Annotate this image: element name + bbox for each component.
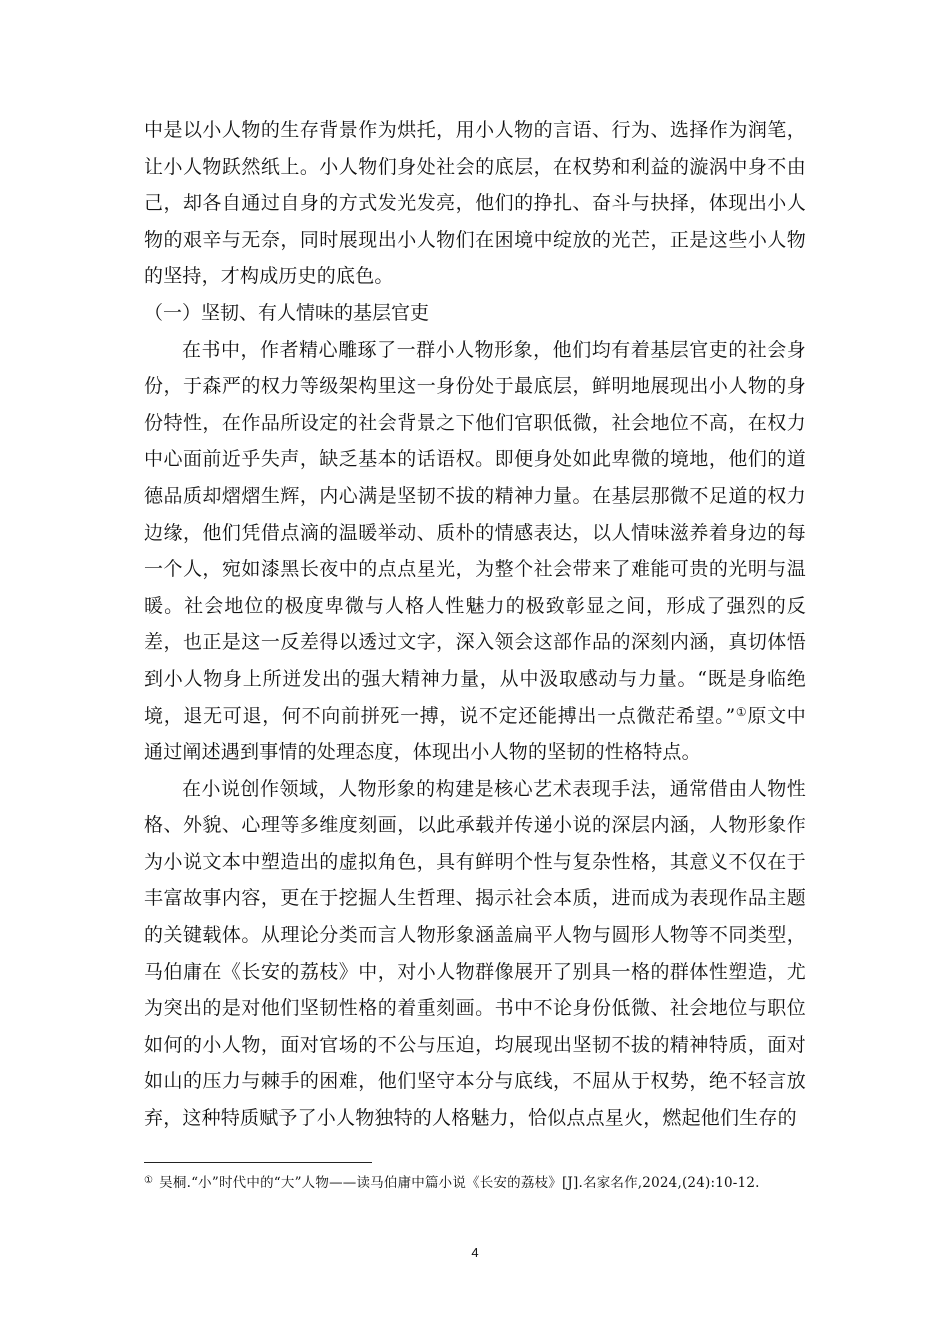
footnote-reference[interactable]: ① xyxy=(735,704,748,719)
paragraph-1: 中是以小人物的生存背景作为烘托，用小人物的言语、行为、选择作为润笔，让小人物跃然纸上。小人物们身处社会的底层，在权势和利益的漩涡中身不由己，却各自通过自身的方式发光发亮，他们的挣扎、奋斗与抉择，体现出小人物的艰辛与无奈，同时展现出小人物们在困境中绽放的光芒，正是这些小人物的坚持，才构成历史的底色。 xyxy=(144,119,806,288)
footnote-divider xyxy=(144,1162,372,1163)
section-heading: （一）坚韧、有人情味的基层官吏 xyxy=(144,301,430,324)
paragraph-2-tail: 原文中通过阐述遇到事情的处理态度，体现出小人物的坚韧的性格特点。 xyxy=(144,704,806,764)
paragraph-2-main: 在书中，作者精心雕琢了一群小人物形象，他们均有着基层官吏的社会身份，于森严的权力等级架构里这一身份处于最底层，鲜明地展现出小人物的身份特性，在作品所设定的社会背景之下他们官职低微，社会地位不高，在权力中心面前近乎失声，缺乏基本的话语权。即便身处如此卑微的境地，他们的道德品质却熠熠生辉，内心满是坚韧不拔的精神力量。在基层那微不足道的权力边缘，他们凭借点滴的温暖举动、质朴的情感表达，以人情味滋养着身边的每一个人，宛如漆黑长夜中的点点星光，为整个社会带来了难能可贵的光明与温暖。社会地位的极度卑微与人格人性魅力的极致彰显之间，形成了强烈的反差，也正是这一反差得以透过文字，深入领会这部作品的深刻内涵，真切体悟到小人物身上所迸发出的强大精神力量，从中汲取感动与力量。“既是身临绝境，退无可退，何不向前拼死一搏，说不定还能搏出一点微茫希望。” xyxy=(144,338,806,727)
footnote-text: 吴桐.“小”时代中的“大”人物——读马伯庸中篇小说《长安的荔枝》[J].名家名作,2024,(24):10-12. xyxy=(159,1175,760,1191)
footnote-mark: ① xyxy=(144,1175,154,1186)
paragraph-2 xyxy=(144,332,806,771)
footnote xyxy=(144,1172,806,1194)
page-number: 4 xyxy=(471,1245,479,1260)
paragraph-3: 在小说创作领域，人物形象的构建是核心艺术表现手法，通常借由人物性格、外貌、心理等多维度刻画，以此承载并传递小说的深层内涵，人物形象作为小说文本中塑造出的虚拟角色，具有鲜明个性与复杂性格，其意义不仅在于丰富故事内容，更在于挖掘人生哲理、揭示社会本质，进而成为表现作品主题的关键载体。从理论分类而言人物形象涵盖扁平人物与圆形人物等不同类型，马伯庸在《长安的荔枝》中，对小人物群像展开了别具一格的群体性塑造，尤为突出的是对他们坚韧性格的着重刻画。书中不论身份低微、社会地位与职位如何的小人物，面对官场的不公与压迫，均展现出坚韧不拔的精神特质，面对如山的压力与棘手的困难，他们坚守本分与底线，不屈从于权势，绝不轻言放弃，这种特质赋予了小人物独特的人格魅力，恰似点点星火，燃起他们生存的 xyxy=(144,777,806,1130)
body-text xyxy=(144,112,806,1137)
